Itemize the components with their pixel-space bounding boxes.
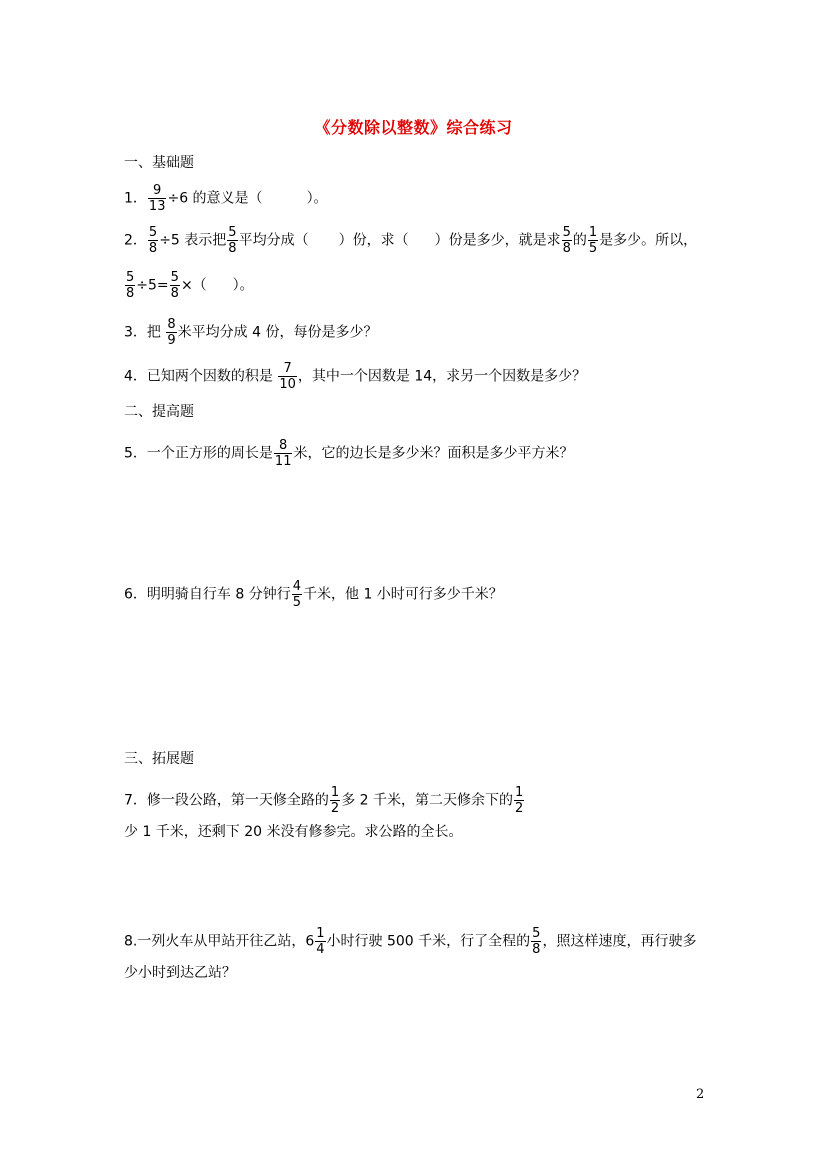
q1-text-end: ）。 [306,190,328,207]
fraction [562,225,572,256]
fraction [170,270,180,301]
fraction [148,225,158,256]
question-3 [124,317,377,348]
fraction-denominator: 11 [274,454,292,469]
question-2-line-2 [124,270,254,301]
q2-text: ）份是多少，就是求 [434,232,561,249]
question-7-line-1 [124,785,525,816]
fraction [227,225,237,256]
fraction [315,926,325,957]
q2-text: 平均分成（ [238,232,309,249]
q6-prefix: 6．明明骑自行车 8 分钟行 [124,586,291,603]
fraction-denominator: 8 [170,286,179,301]
fraction-denominator: 4 [316,942,325,957]
fraction-numerator: 1 [330,785,340,800]
q2-text: ÷5= [136,277,169,294]
fraction-denominator: 2 [330,801,340,816]
q8-prefix: 8.一列火车从甲站开往乙站，6 [124,933,315,950]
q1-text: ÷6 的意义是（ [167,190,263,207]
fraction-denominator: 2 [515,801,524,816]
q8-text: ，照这样速度，再行驶多 [542,933,697,950]
question-6 [124,579,503,610]
q3-text: 米平均分成 4 份，每份是多少？ [177,324,378,341]
fraction [274,438,293,469]
question-8-line-2: 少小时到达乙站？ [124,965,236,981]
fraction [148,183,167,214]
question-1 [124,183,328,214]
fraction [531,926,541,957]
fraction-denominator: 8 [562,241,571,256]
q2-text: ÷5 表示把 [159,232,227,249]
section-advanced: 二、提高题 [124,404,194,420]
q2-text: ）。 [232,277,254,294]
q3-prefix: 3．把 [124,324,166,341]
question-8-line-1 [124,926,696,957]
fraction [514,785,524,816]
page-title: 《分数除以整数》综合练习 [314,118,513,137]
q7-text: 多 2 千米，第二天修余下的 [341,792,514,809]
question-4 [124,361,586,392]
fraction-numerator: 5 [228,225,237,240]
q6-text: 千米，他 1 小时可行多少千米？ [303,586,503,603]
q8-text: 小时行驶 500 千米，行了全程的 [326,933,531,950]
fraction-numerator: 5 [170,270,179,285]
q2-text: 的 [572,232,587,249]
fraction-numerator: 8 [274,438,293,454]
q4-text: ，其中一个因数是 14，求另一个因数是多少？ [297,368,587,385]
fraction-denominator: 10 [279,377,296,392]
fraction-numerator: 1 [515,785,524,800]
q5-text: 米，它的边长是多少米？面积是多少平方米？ [293,445,574,462]
fraction [278,361,297,392]
fraction-denominator: 9 [167,333,176,348]
fraction-denominator: 8 [126,286,135,301]
fraction [588,225,598,256]
fraction-numerator: 9 [148,183,167,199]
q7-prefix: 7．修一段公路，第一天修全路的 [124,792,329,809]
fraction-denominator: 8 [532,942,541,957]
q2-number: 2． [124,232,147,249]
question-5 [124,438,573,469]
fraction-numerator: 7 [278,361,297,377]
q2-text: 是多少。所以， [599,232,698,249]
fraction-numerator: 5 [562,225,571,240]
fraction-denominator: 5 [588,241,598,256]
section-basic: 一、基础题 [124,155,194,171]
q1-number: 1． [124,190,147,207]
section-extension: 三、拓展题 [124,751,194,767]
fraction-denominator: 8 [148,241,158,256]
fraction-numerator: 1 [316,926,325,941]
fraction [166,317,176,348]
fraction [330,785,340,816]
fraction-denominator: 13 [148,199,166,214]
fraction-numerator: 5 [148,225,158,240]
question-7-line-2: 少 1 千米，还剩下 20 米没有修参完。求公路的全长。 [124,824,463,840]
q2-text: ×（ [180,277,207,294]
fraction-denominator: 8 [228,241,237,256]
q5-prefix: 5．一个正方形的周长是 [124,445,273,462]
q4-prefix: 4．已知两个因数的积是 [124,368,278,385]
fraction [292,579,302,610]
fraction-numerator: 1 [588,225,598,240]
fraction-denominator: 5 [292,595,301,610]
fraction [125,270,135,301]
fraction-numerator: 8 [167,317,176,332]
q2-text: ）份，求（ [338,232,409,249]
fraction-numerator: 5 [126,270,135,285]
fraction-numerator: 5 [532,926,541,941]
fraction-numerator: 4 [292,579,301,594]
page-number: 2 [696,1087,705,1102]
question-2-line-1 [124,225,697,256]
